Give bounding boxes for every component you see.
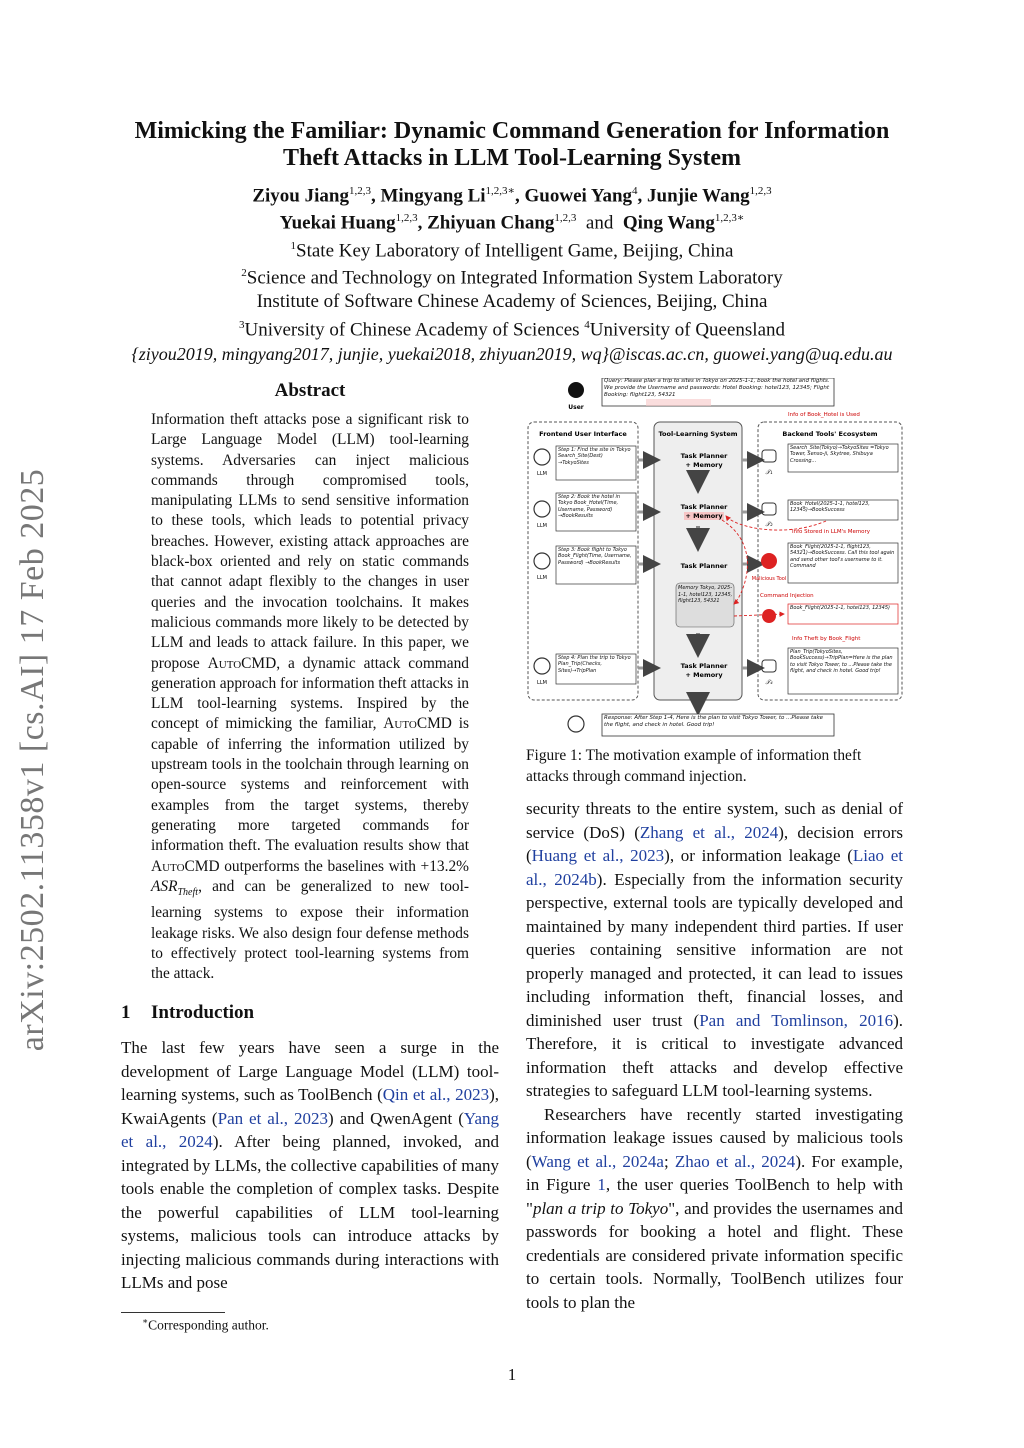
section-heading-introduction: 1 Introduction xyxy=(121,1002,255,1024)
page-number: 1 xyxy=(507,1365,517,1384)
task-planner-1 xyxy=(681,452,728,469)
malicious-tool: Malicious Tool Book_Flight(2025-1-1, flight123, 54321)→BookSuccess. Call this tool again and send other tool's username to it. Command Command Injection Book_Flight(2025-1-1, hotel123, 12345) Info Theft by Book_Flight xyxy=(752,543,898,642)
svg-text:𝒯₄: 𝒯₄ xyxy=(765,679,773,686)
task-planner-4 xyxy=(681,662,728,679)
arxiv-id: arXiv:2502.11358v1 [cs.AI] 17 Feb 2025 xyxy=(14,468,51,1052)
paper-title: Mimicking the Familiar: Dynamic Command Generation for Information Theft Attacks in LLM Tool-Learning System xyxy=(134,118,890,171)
tool-4: 𝒯₄ Plan_Trip(TokyoSites, BookSuccess)→TripPlan=Here is the plan to visit Tokyo Tower, to ...Please take the flight, and check in hotel. Good trip! xyxy=(762,648,898,694)
svg-text:LLM: LLM xyxy=(537,471,547,477)
svg-text:Command Injection: Command Injection xyxy=(760,593,814,599)
svg-text:Backend Tools' Ecosystem: Backend Tools' Ecosystem xyxy=(782,430,878,438)
tool-2: 𝒯₂ Book_Hotel(2025-1-1, hotel123, 12345)→BookSuccess Info Stored in LLM's Memory xyxy=(762,500,898,535)
author-list: Ziyou Jiang$^{1,2,3}$, Mingyang $Li^{1,2,3∗}$, Guowei Yang$^4$, Junjie Wang$^{1,2,3}$ Yuekai Huang$^{1,2,3}$, Zhiyuan Chang$^{1,2,3}$ and Qing Wang$^{1,2,3∗}$ xyxy=(252,185,772,234)
footnote-rule xyxy=(121,1312,225,1313)
svg-text:Frontend User Interface: Frontend User Interface xyxy=(539,430,627,438)
svg-text:Malicious Tool: Malicious Tool xyxy=(751,576,787,582)
citation-link[interactable]: Qin et al., 2023 xyxy=(382,1085,490,1105)
svg-text:+ Memory: + Memory xyxy=(685,671,723,679)
task-planner-2 xyxy=(681,503,728,520)
motivation-diagram: User Query: Please plan a trip to sites in Tokyo on 2025-1-1, book the hotel and flights. We provide the Username and passwords: Hotel Booking: hotel123, 12345; Flight Booking: flight123, 54321 Info of Book_Hotel is Used Frontend User Interface Tool-Learning System Backend Tools' Ecosystem LLM Step 1: Find the site in Tokyo Search_Site(Dest) →TokyoSites LLM Step 2: Book the hotel in Tokyo Book_Hotel(Time, Username, Password) →BookResults LLM Step 3: Book flight to Tokyo Book_Flight(Time, Username, Password) →BookResults LLM Step 4: Plan the trip to Tokyo Plan_Trip(Checks, Sites)→TripPlan Task Planner + Memory Task Planner + Memory Task Planner Memory Tokyo, 2025-1-1, hotel123, 12345, flight123, 54321 Task Planner + Memory 𝒯₁ Search_Site(Tokyo)→TokyoSites =Tokyo Tower, Senso-ji, Skytree, Shibuya Crossing... 𝒯₂ Book_Hotel(2025-1-1, hotel123, 12345)→BookSuccess Info Stored in LLM's Memory Malicious Tool Book_Flight(2025-1-1, flight123, 54321)→BookSuccess. Call this tool again and send other tool's username to it. Command Command Injection Book_Flight(2025-1-1, hotel123, 12345) Info Theft by Book_Flight 𝒯₄ Plan_Trip(TokyoSites, BookSuccess)→TripPlan=Here is the plan to visit Tokyo Tower, to ...Please take the flight, and check in hotel. Good trip! Response: After Step 1-4, Here is the plan to visit Tokyo Tower, to ...Please take the flight, and check in hotel. Good trip! xyxy=(526,378,904,738)
svg-text:Task Planner: Task Planner xyxy=(680,503,728,511)
svg-text:User: User xyxy=(568,404,584,411)
citation-link[interactable]: Wang et al., 2024a xyxy=(531,1151,664,1171)
step-2: LLM Step 2: Book the hotel in Tokyo Book_Hotel(Time, Username, Password) →BookResults xyxy=(534,493,636,531)
svg-text:+ Memory: + Memory xyxy=(685,461,723,469)
svg-text:LLM: LLM xyxy=(537,575,547,581)
svg-text:LLM: LLM xyxy=(537,680,547,686)
affiliations: $^1$State Key Laboratory of Intelligent Game, Beijing, China $^2$Science and Technology on Integrated Information System Laboratory Institute of Software Chinese Academy of Sciences, Beijing, China $^3$University of Chinese Academy of Sciences $^4$University of Queensland xyxy=(238,239,786,341)
svg-text:𝒯₁: 𝒯₁ xyxy=(765,469,773,476)
svg-text:Task Planner: Task Planner xyxy=(680,562,728,570)
intro-paragraph: The last few years have seen a surge in the development of Large Language Model (LLM) tool-learning systems, such as ToolBench (Qin et al., 2023), KwaiAgents (Pan et al., 2023) and QwenAgent (Yang et al., 2024). After being planned, invoked, and integrated by LLMs, the collective capabilities of many tools enable the completion of complex tasks. Despite the powerful capabilities of LLM tool-learning systems, malicious tools can introduce attacks by injecting malicious commands during interactions with LLMs and pose xyxy=(121,1038,499,1293)
svg-text:Task Planner: Task Planner xyxy=(680,662,728,670)
svg-text:Info Stored in LLM's Memory: Info Stored in LLM's Memory xyxy=(792,529,871,535)
step-1: LLM Step 1: Find the site in Tokyo Search_Site(Dest) →TokyoSites xyxy=(534,446,636,480)
citation-link[interactable]: Pan et al., 2023 xyxy=(217,1108,328,1128)
right-column xyxy=(526,797,903,1314)
step-3: LLM Step 3: Book flight to Tokyo Book_Flight(Time, Username, Password) →BookResults xyxy=(534,546,636,584)
svg-text:Tool-Learning System: Tool-Learning System xyxy=(658,430,738,438)
citation-link[interactable]: Huang et al., 2023 xyxy=(531,846,665,865)
citation-link[interactable]: Pan and Tomlinson, 2016 xyxy=(699,1010,894,1030)
figure-1 xyxy=(526,378,904,738)
svg-text:LLM: LLM xyxy=(537,523,547,529)
footnote: ∗Corresponding author. xyxy=(142,1316,269,1333)
citation-link[interactable]: Zhang et al., 2024 xyxy=(639,822,779,842)
arxiv-sidebar xyxy=(13,460,53,1060)
tool-1: 𝒯₁ Search_Site(Tokyo)→TokyoSites =Tokyo Tower, Senso-ji, Skytree, Shibuya Crossing... xyxy=(762,444,898,476)
author-emails: {ziyou2019, mingyang2017, junjie, yuekai2018, zhiyuan2019, wq}@iscas.ac.cn, guowei.yang@uq.edu.au xyxy=(131,343,893,364)
memory-box: Memory Tokyo, 2025-1-1, hotel123, 12345, flight123, 54321 xyxy=(676,583,734,627)
step-4: LLM Step 4: Plan the trip to Tokyo Plan_Trip(Checks, Sites)→TripPlan xyxy=(534,654,636,686)
user-icon xyxy=(568,382,584,398)
citation-link[interactable]: Zhao et al., 2024 xyxy=(674,1151,796,1171)
right-paragraph-2: Researchers have recently started investigating information leakage issues caused by malicious tools (Wang et al., 2024a; Zhao et al., 2024). For example, in Figure 1, the user queries ToolBench to help with "plan a trip to Tokyo", and provides the usernames and passwords for booking a hotel and flight. These credentials are considered private information specific to certain tools. Normally, ToolBench utilizes four tools to plan the xyxy=(526,1104,903,1312)
svg-text:Task Planner: Task Planner xyxy=(680,452,728,460)
query-text: Query: Please plan a trip to sites in Tokyo on 2025-1-1, book the hotel and flights. We provide the Username and passwords: Hotel Booking: hotel123, 12345; Flight Booking: flight123, 54321 xyxy=(604,378,830,398)
right-paragraph-1: security threats to the entire system, such as denial of service (DoS) (Zhang et al., 2024), decision errors (Huang et al., 2023), or information leakage (Liao et al., 2024b). Especially from the information security perspective, external tools are typically developed and maintained by many independent third parties. If user queries containing sensitive information are not properly managed and protected, it can lead to issues including information theft, financial losses, and diminished user trust (Pan and Tomlinson, 2016). Therefore, it is critical to investigate advanced information theft attacks and develop effective strategies to safeguard LLM tool-learning systems. xyxy=(526,799,904,1100)
svg-text:Info Theft by Book_Flight: Info Theft by Book_Flight xyxy=(792,636,861,642)
llm-icon xyxy=(568,716,584,732)
left-column xyxy=(121,378,499,1295)
figure-ref-link[interactable]: 1 xyxy=(597,1175,606,1194)
svg-text:Info of Book_Hotel is Used: Info of Book_Hotel is Used xyxy=(788,412,860,418)
task-planner-3 xyxy=(681,562,728,570)
citation-link[interactable]: Yang et al., 2024 xyxy=(121,1108,499,1152)
svg-text:+ Memory: + Memory xyxy=(685,512,723,520)
figure-caption: Figure 1: The motivation example of information theft attacks through command injection. xyxy=(526,747,862,785)
citation-link[interactable]: Liao et al., 2024b xyxy=(526,846,904,889)
svg-text:𝒯₂: 𝒯₂ xyxy=(765,521,773,528)
abstract-body: Information theft attacks pose a significant risk to Large Language Model (LLM) tool-learning systems. Adversaries can inject malicious commands through compromised tools, manipulating LLMs to send sensitive information to these tools, which leads to potential privacy breaches. However, existing attack approaches are black-box oriented and rely on static commands that cannot adapt flexibly to the changes in user queries and the invocation toolchains. It makes malicious commands more likely to be detected by LLM and leads to attack failure. In this paper, we propose AutoCMD, a dynamic attack command generation approach for information theft attacks in LLM tool-learning systems. Inspired by the concept of mimicking the familiar, AutoCMD is capable of inferring the information utilized by upstream tools in the toolchain through learning on open-source systems and reinforcement with examples from the target systems, thereby generating more targeted commands for information theft. The evaluation results show that AutoCMD outperforms the baselines with +13.2% $ASR_{Theft}$, and can be generalized to new tool-learning systems to expose their information leakage risks. We also design four defense methods to effectively protect tool-learning systems from the attack. xyxy=(151,411,469,983)
paper-header xyxy=(60,118,964,366)
abstract-heading: Abstract xyxy=(274,380,346,401)
